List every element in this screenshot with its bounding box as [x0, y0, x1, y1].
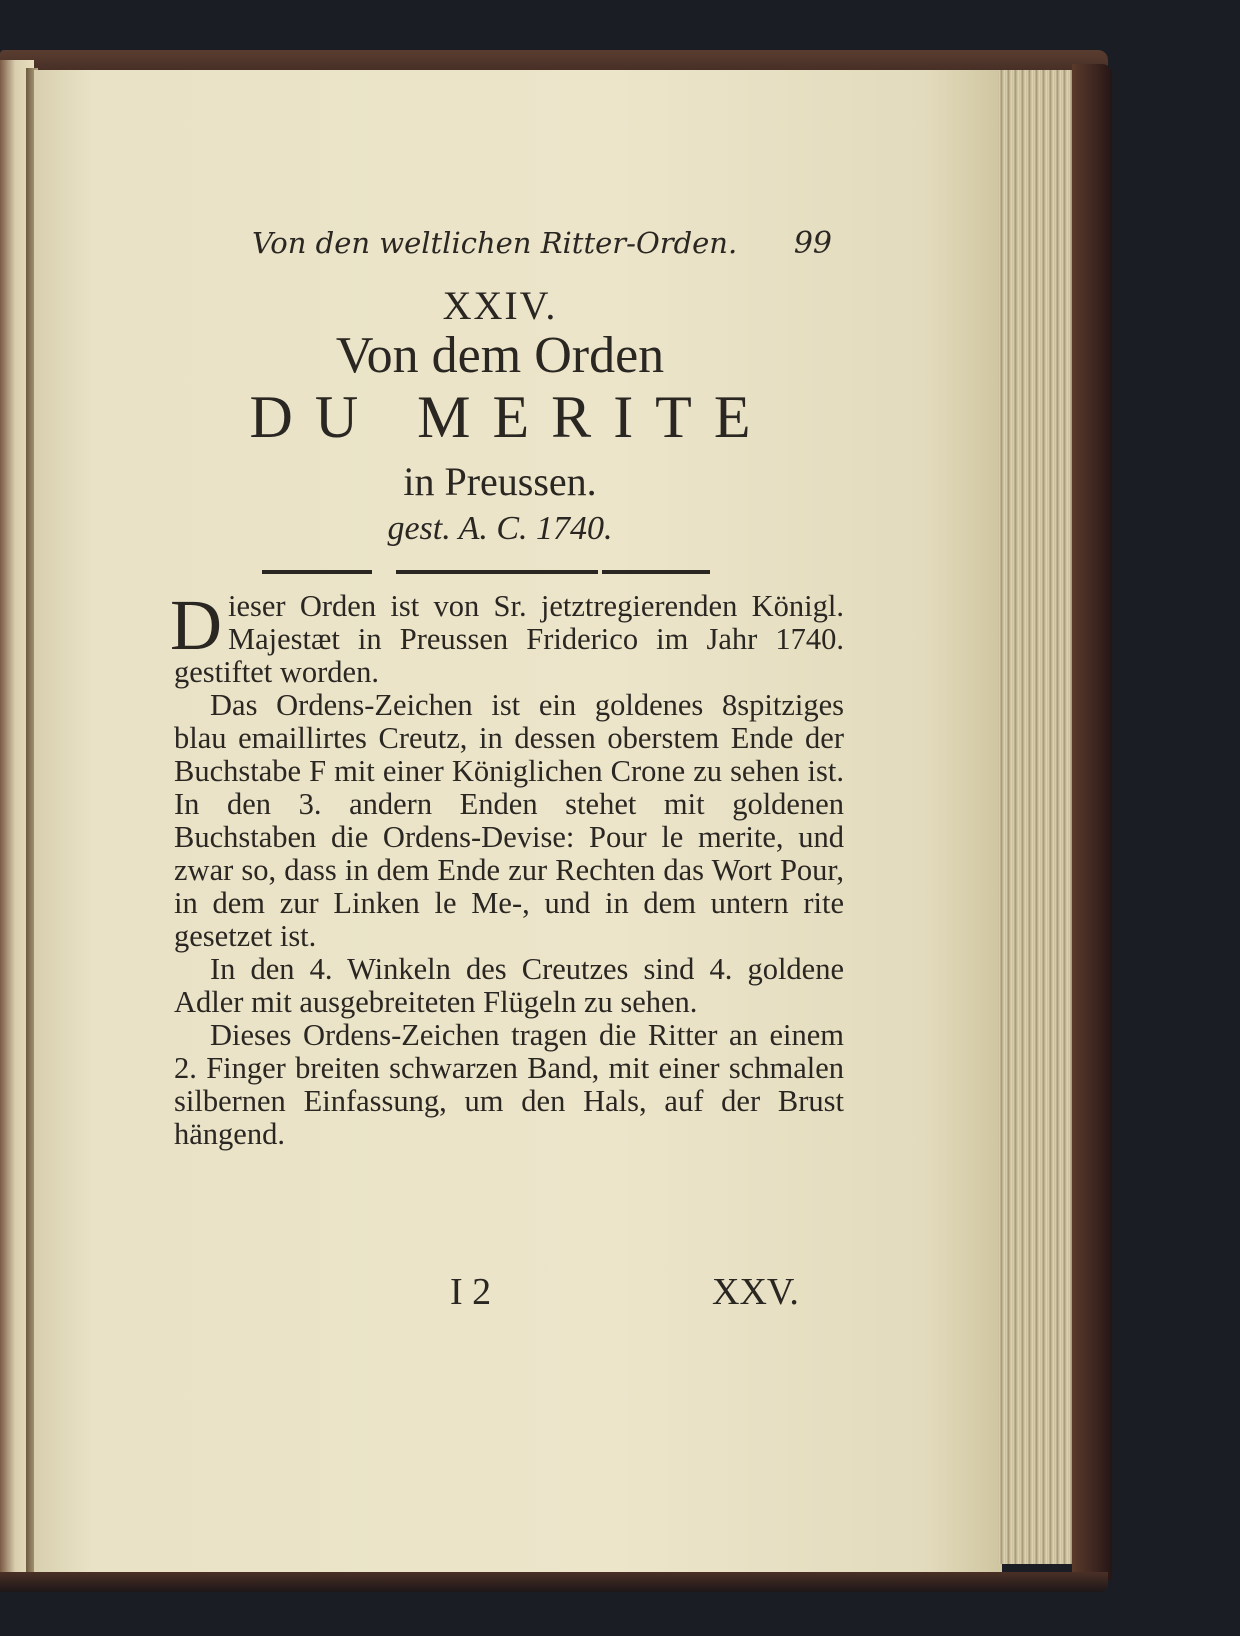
paragraph-text: ieser Orden ist von Sr. jetztregierenden Königl. Majestæt in Preussen Friderico im Jahr 1740. gestiftet worden. [174, 589, 844, 689]
divider-rule-middle [396, 570, 598, 574]
paragraph: In den 4. Winkeln des Creutzes sind 4. goldene Adler mit ausgebreiteten Flügeln zu sehen. [174, 952, 844, 1019]
paragraph [170, 585, 844, 689]
title-line-1: Von dem Orden [335, 327, 665, 384]
page-number: 99 [793, 226, 832, 261]
signature-mark: I 2 [450, 1271, 492, 1313]
running-head-title: Von den weltlichen Ritter-Orden. [252, 226, 738, 260]
page-stack-edges [998, 70, 1078, 1564]
title-line-2: DU MERITE [249, 384, 773, 450]
running-head [252, 226, 832, 270]
divider-rule-left [262, 570, 372, 574]
founding-date: gest. A. C. 1740. [387, 510, 613, 547]
drop-cap: D [170, 585, 222, 665]
chapter-number: XXIV. [442, 283, 558, 328]
paragraph: Das Ordens-Zeichen ist ein goldenes 8spitziges blau emaillirtes Creutz, in dessen oberstem Ende der Buchstabe F mit einer Königlichen Crone zu sehen ist. In den 3. andern Enden stehet mit goldenen Buchstaben die Ordens-Devise: Pour le merite, und zwar so, dass in dem Ende zur Rechten das Wort Pour, in dem zur Linken le Me-, und in dem untern rite gesetzet ist. [174, 688, 844, 953]
body-text [170, 585, 844, 1151]
book-cover-bottom [0, 1572, 1108, 1592]
title-line-3: in Preussen. [403, 459, 597, 504]
paragraph: Dieses Ordens-Zeichen tragen die Ritter an einem 2. Finger breiten schwarzen Band, mit einer schmalen silbernen Einfassung, um den Hals, auf der Brust hängend. [174, 1018, 844, 1151]
catchword: XXV. [712, 1271, 799, 1313]
divider-rule-right [602, 570, 710, 574]
book-cover-right [1072, 64, 1112, 1584]
